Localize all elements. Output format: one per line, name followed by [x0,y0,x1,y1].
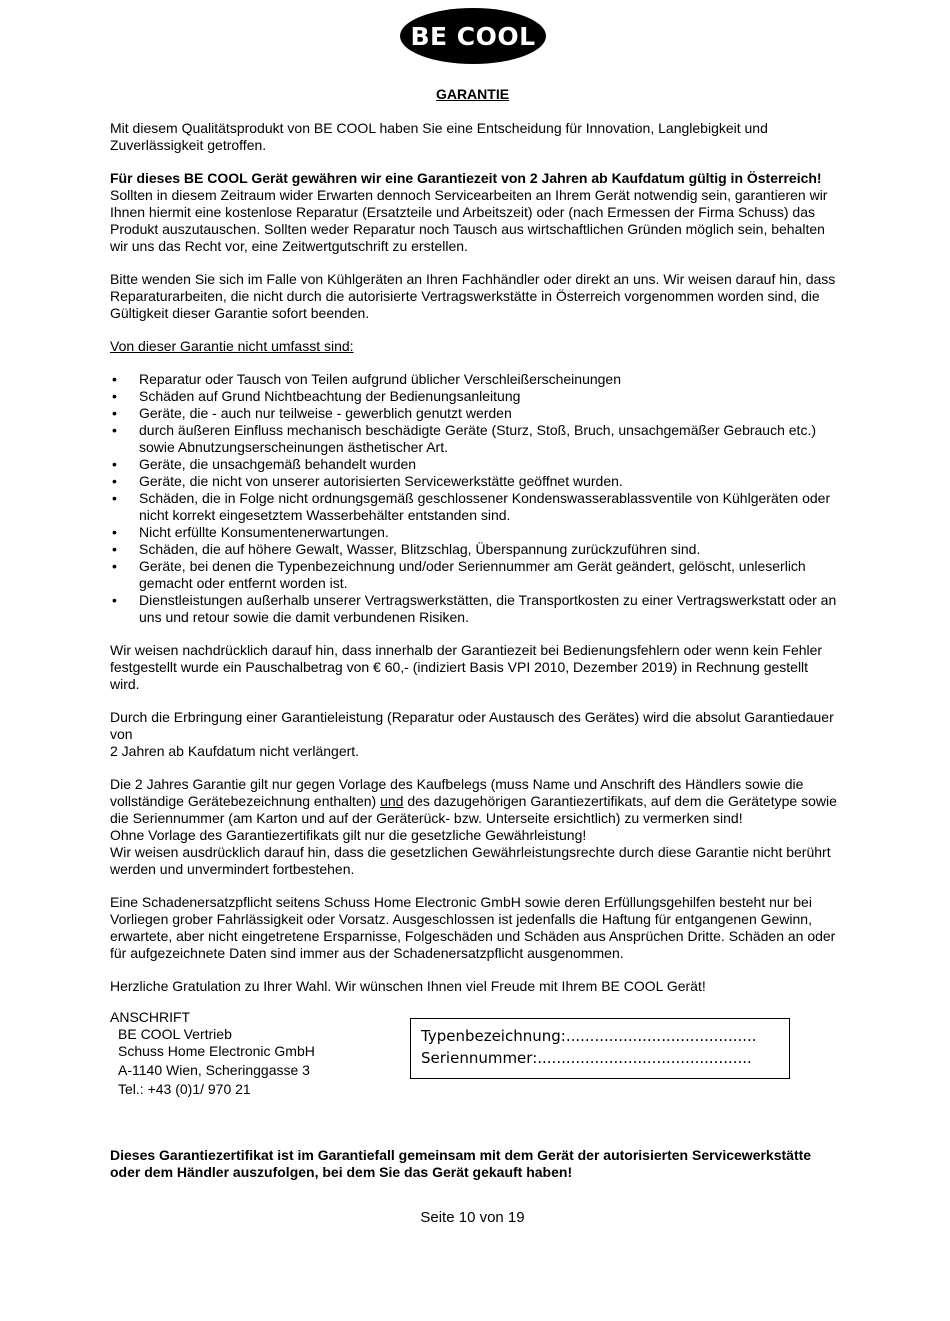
receipt-text-part-1: Die 2 Jahres Garantie gilt nur gegen Vorlage des Kaufbelegs (muss Name und Anschrift des Händlers sowie die vollständige Gerätebezeichnung enthalten) [110,776,804,809]
receipt-paragraph [110,776,840,878]
liability-paragraph: Eine Schadenersatzpflicht seitens Schuss Home Electronic GmbH sowie deren Erfüllungsgehilfen besteht nur bei Vorliegen grober Fahrlässigkeit oder Vorsatz. Ausgeschlossen ist jedenfalls die Haftung für entgangenen Gewinn, erwartete, aber nicht eingetretene Ersparnisse, Folgeschäden und Schäden aus Ansprüchen Dritte. Schäden an oder für aufgezeichnete Daten sind immer aus der Schadenersatzpflicht ausgenommen. [110,894,836,961]
serial-number-field: Seriennummer:............................................. [421,1049,752,1067]
receipt-text-part-2: des dazugehörigen Garantiezertifikats, auf dem die Gerätetype sowie die Seriennummer (am Karton und auf der Geräterück- bzw. Unterseite ersichtlich) zu vermerken sind! [110,793,837,826]
list-item: • Schäden, die in Folge nicht ordnungsgemäß geschlossener Kondenswasserablassventile von Kühlgeräten oder nicht korrekt eingesetztem Wasserbehälter entstanden sind. [110,490,840,524]
warranty-body [110,120,840,1011]
warranty-service-text: Sollten in diesem Zeitraum wider Erwarten dennoch Servicearbeiten an Ihrem Gerät notwendig sein, garantieren wir Ihnen hiermit eine kostenlose Reparatur (Ersatzteile und Arbeitszeit) oder (nach Ermessen der Firma Schuss) das Produkt auszutauschen. Sollten weder Reparatur noch Tausch aus wirtschaftlichen Gründen möglich sein, behalten wir uns das Recht vor, eine Zeitwertgutschrift zu erstellen. [110,187,828,254]
logo-text: BE COOL [410,21,536,51]
address-block [110,1009,315,1098]
exclusions-heading: Von dieser Garantie nicht umfasst sind: [110,338,354,354]
receipt-line-3: Wir weisen ausdrücklich darauf hin, dass die gesetzlichen Gewährleistungsrechte durch diese Garantie nicht berührt werden und unvermindert fortbestehen. [110,844,831,877]
address-line: Schuss Home Electronic GmbH [118,1043,315,1059]
list-item: • Schäden auf Grund Nichtbeachtung der Bedienungsanleitung [110,388,840,405]
list-item: • Geräte, die nicht von unserer autorisierten Servicewerkstätte geöffnet wurden. [110,473,840,490]
warranty-period-statement: Für dieses BE COOL Gerät gewähren wir eine Garantiezeit von 2 Jahren ab Kaufdatum gültig in Österreich! [110,170,822,186]
list-item: • Geräte, die - auch nur teilweise - gewerblich genutzt werden [110,405,840,422]
warranty-paragraph [110,170,840,255]
congrats-paragraph: Herzliche Gratulation zu Ihrer Wahl. Wir wünschen Ihnen viel Freude mit Ihrem BE COOL Gerät! [110,978,706,994]
duration-line-1: Durch die Erbringung einer Garantieleistung (Reparatur oder Austausch des Gerätes) wird die absolut Garantiedauer von [110,709,834,742]
address-line: BE COOL Vertrieb [118,1026,232,1042]
list-item: • Reparatur oder Tausch von Teilen aufgrund üblicher Verschleißerscheinungen [110,371,840,388]
list-item: • Nicht erfüllte Konsumentenerwartungen. [110,524,840,541]
intro-paragraph: Mit diesem Qualitätsprodukt von BE COOL haben Sie eine Entscheidung für Innovation, Langlebigkeit und Zuverlässigkeit getroffen. [110,120,768,153]
list-item: • durch äußeren Einfluss mechanisch beschädigte Geräte (Sturz, Stoß, Bruch, unsachgemäßer Gebrauch etc.) sowie Abnutzungserscheinungen ästhetischer Art. [110,422,840,456]
receipt-line-2: Ohne Vorlage des Garantiezertifikats gilt nur die gesetzliche Gewährleistung! [110,827,587,843]
certificate-instruction: Dieses Garantiezertifikat ist im Garantiefall gemeinsam mit dem Gerät der autorisierten Servicewerkstätte oder dem Händler auszufolgen, bei dem Sie das Gerät gekauft haben! [110,1147,812,1180]
list-item: • Geräte, bei denen die Typenbezeichnung und/oder Seriennummer am Gerät geändert, gelöscht, unleserlich gemacht oder entfernt worden ist. [110,558,840,592]
address-line: A-1140 Wien, Scheringgasse 3 [118,1062,310,1078]
list-item: • Geräte, die unsachgemäß behandelt wurden [110,456,840,473]
list-item: • Schäden, die auf höhere Gewalt, Wasser, Blitzschlag, Überspannung zurückzuführen sind. [110,541,840,558]
receipt-und-underlined: und [380,793,404,809]
page-title: GARANTIE [435,86,510,102]
address-line: Tel.: +43 (0)1/ 970 21 [118,1081,251,1097]
device-info-form-box [410,1018,790,1079]
fee-paragraph: Wir weisen nachdrücklich darauf hin, dass innerhalb der Garantiezeit bei Bedienungsfehlern oder wenn kein Fehler festgestellt wurde ein Pauschalbetrag von € 60,- (indiziert Basis VPI 2010, Dezember 2019) in Rechnung gestellt wird. [110,642,823,692]
duration-line-2: 2 Jahren ab Kaufdatum nicht verlängert. [110,743,360,759]
contact-paragraph: Bitte wenden Sie sich im Falle von Kühlgeräten an Ihren Fachhändler oder direkt an uns. Wir weisen darauf hin, dass Reparaturarbeiten, die nicht durch die autorisierte Vertragswerkstätte in Österreich vorgenommen worden sind, die Gültigkeit dieser Garantie sofort beenden. [110,271,836,321]
duration-paragraph [110,709,840,760]
page-number: Seite 10 von 19 [420,1209,525,1226]
type-designation-field: Typenbezeichnung:........................................ [421,1027,757,1045]
exclusions-list [110,371,840,626]
be-cool-logo [400,8,546,64]
address-heading: ANSCHRIFT [110,1009,191,1025]
list-item: • Dienstleistungen außerhalb unserer Vertragswerkstätten, die Transportkosten zu einer Vertragswerkstatt oder an uns und retour sowie die damit verbundenen Risiken. [110,592,840,626]
